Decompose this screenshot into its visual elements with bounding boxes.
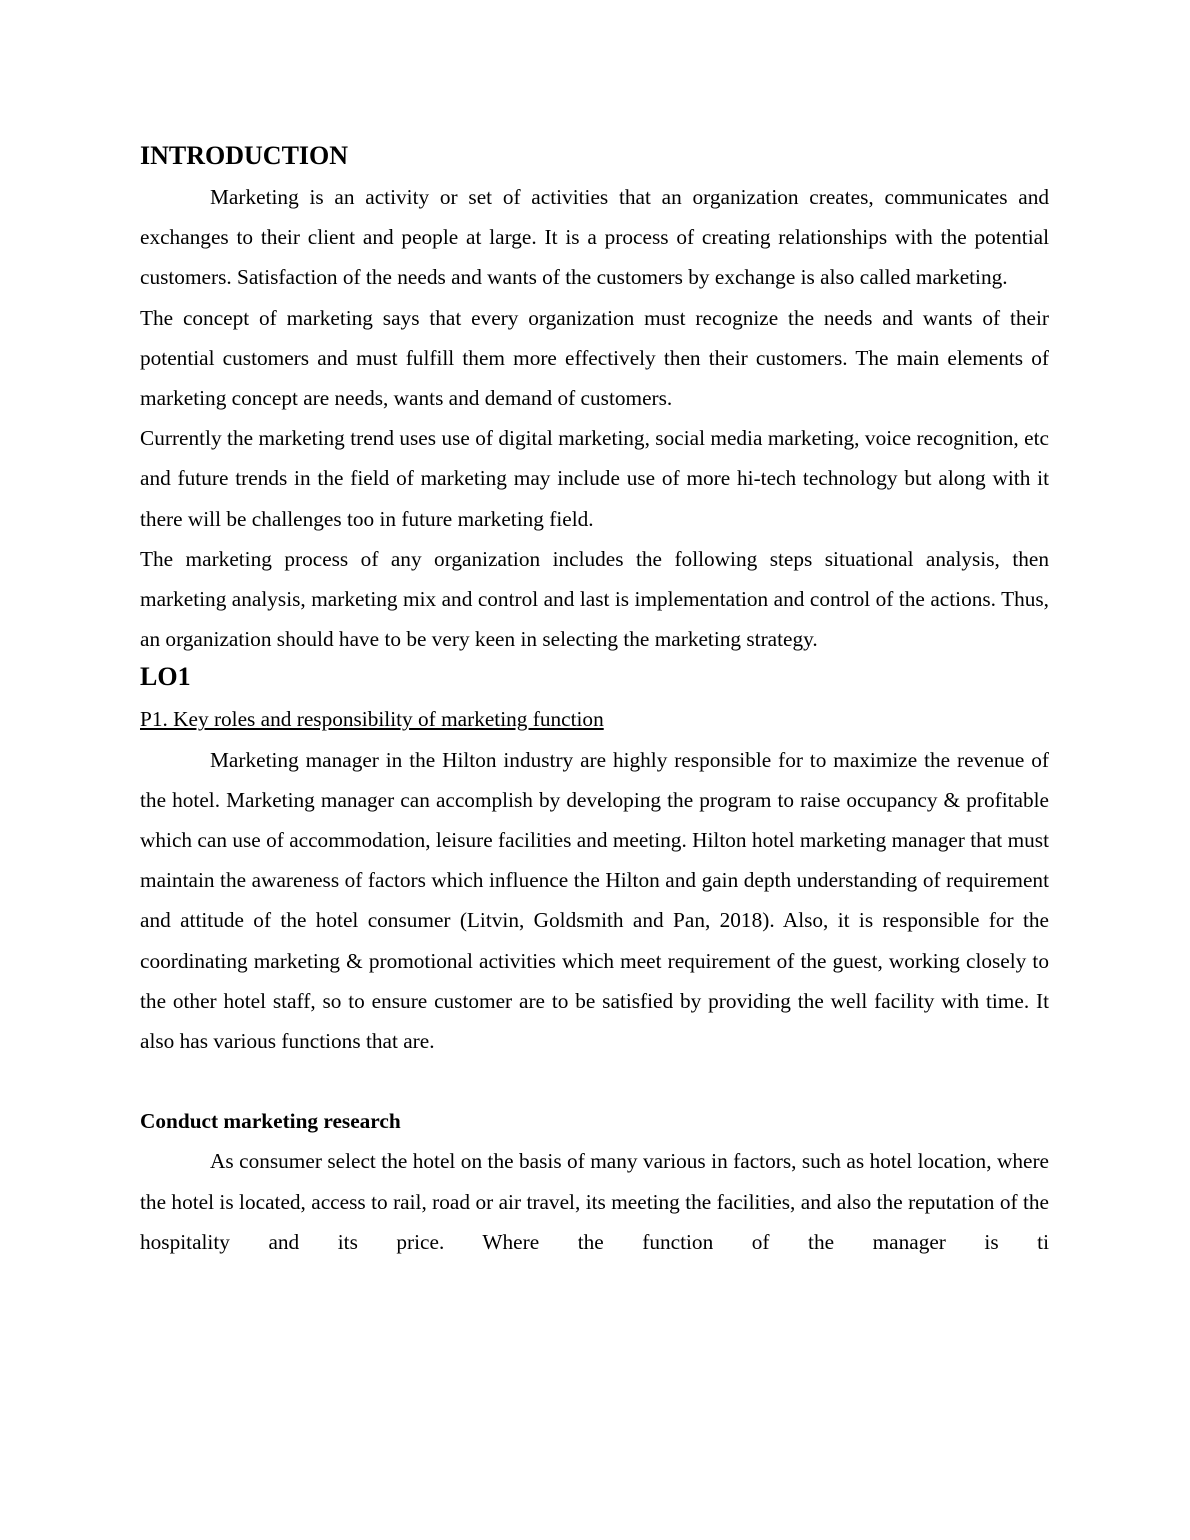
intro-paragraph-1: Marketing is an activity or set of activities that an organization creates, communicates and exchanges to their client and people at large. It is a process of creating relationships with the potential customers. Satisfaction of the needs and wants of the customers by exchange is also called marketing. bbox=[140, 185, 1049, 290]
intro-paragraph-4: The marketing process of any organization includes the following steps situational analysis, then marketing analysis, marketing mix and control and last is implementation and control of the actions. Thus, an organization should have to be very keen in selecting the marketing strategy. bbox=[140, 546, 1049, 652]
p1-subheading: P1. Key roles and responsibility of marketing function bbox=[140, 707, 604, 732]
introduction-heading: INTRODUCTION bbox=[140, 141, 349, 170]
intro-paragraph-3: Currently the marketing trend uses use of digital marketing, social media marketing, voice recognition, etc and future trends in the field of marketing may include use of more hi-tech technology but along with it there will be challenges too in future marketing field. bbox=[140, 426, 1049, 531]
research-paragraph: As consumer select the hotel on the basis of many various in factors, such as hotel location, where the hotel is located, access to rail, road or air travel, its meeting the facilities, and also the reputation of the hospitality and its price. Where the function of the manager is ti bbox=[140, 1149, 1049, 1254]
document-page bbox=[140, 138, 1049, 1262]
conduct-marketing-research-heading: Conduct marketing research bbox=[140, 1109, 401, 1134]
intro-paragraph-2: The concept of marketing says that every organization must recognize the needs and wants of their potential customers and must fulfill them more effectively then their customers. The main elements of marketing concept are needs, wants and demand of customers. bbox=[140, 305, 1049, 411]
lo1-heading: LO1 bbox=[140, 662, 191, 692]
lo1-paragraph: Marketing manager in the Hilton industry are highly responsible for to maximize the revenue of the hotel. Marketing manager can accomplish by developing the program to raise occupancy & profitable which can use of accommodation, leisure facilities and meeting. Hilton hotel marketing manager that must maintain the awareness of factors which influence the Hilton and gain depth understanding of requirement and attitude of the hotel consumer (Litvin, Goldsmith and Pan, 2018). Also, it is responsible for the coordinating marketing & promotional activities which meet requirement of the guest, working closely to the other hotel staff, so to ensure customer are to be satisfied by providing the well facility with time. It also has various functions that are. bbox=[140, 747, 1049, 1054]
